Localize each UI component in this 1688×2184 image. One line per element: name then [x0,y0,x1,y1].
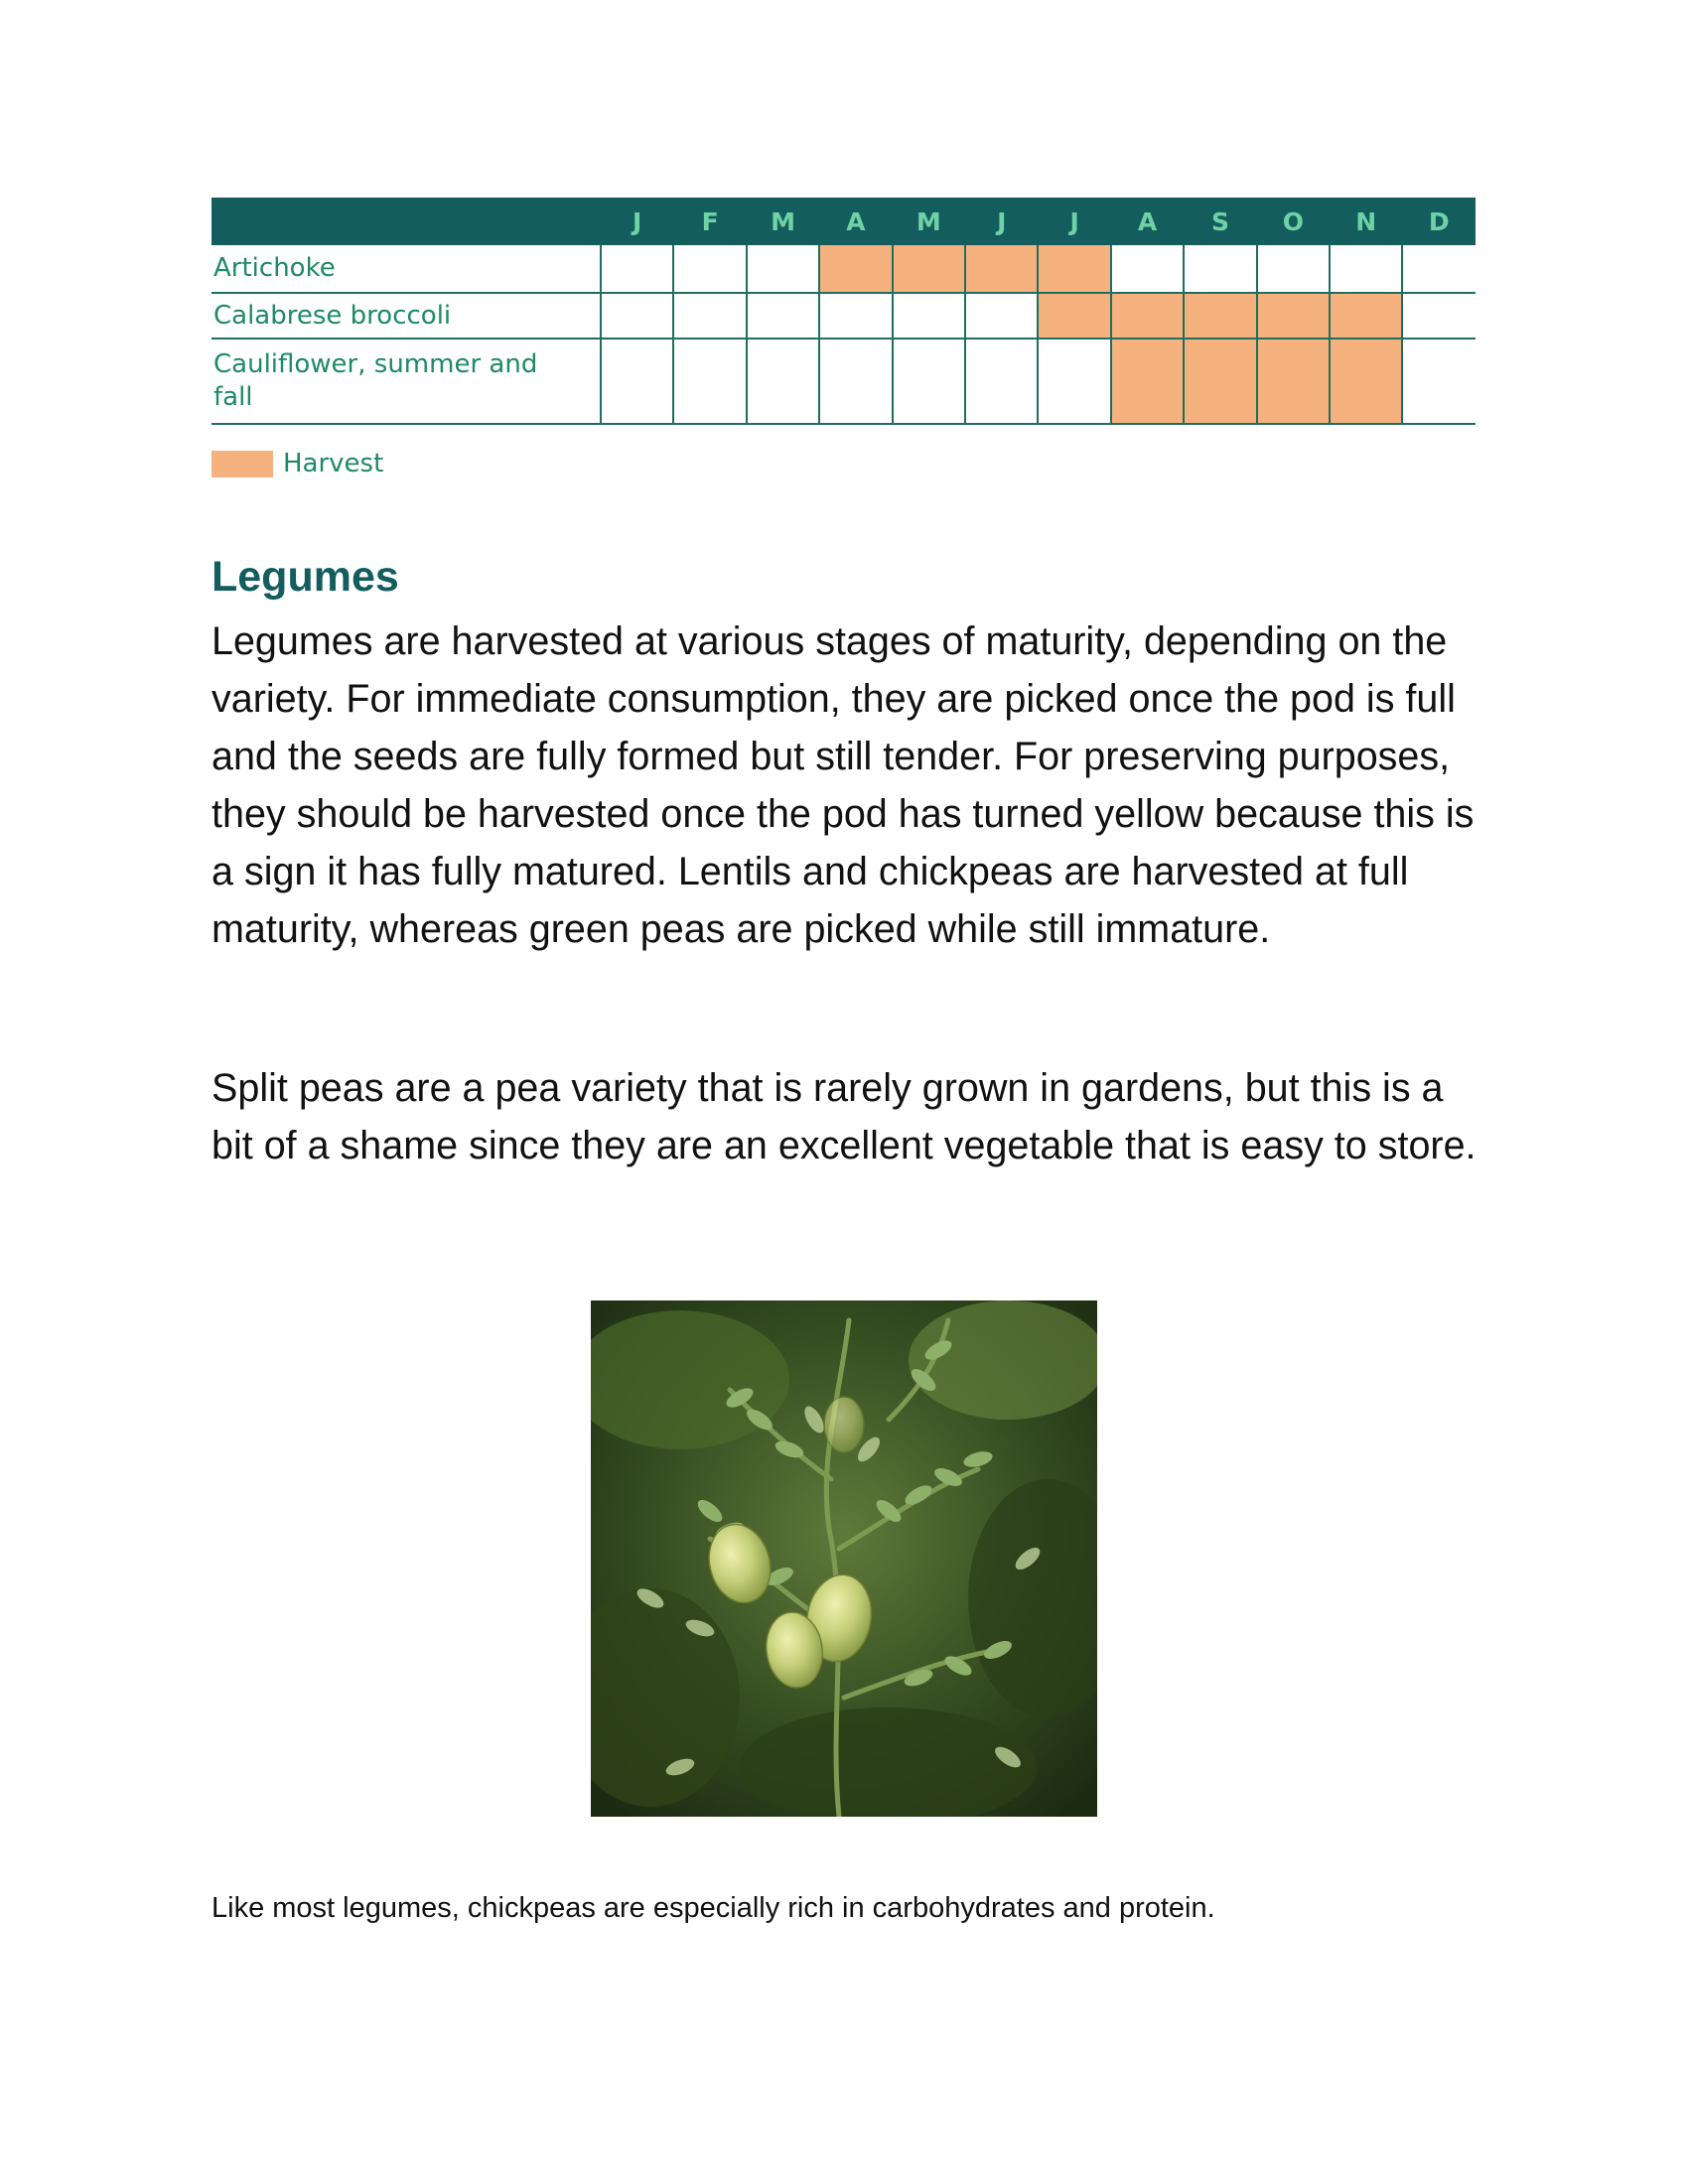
chickpea-plant-photo [591,1300,1097,1817]
month-cell [601,245,673,293]
month-cell [673,245,746,293]
month-cell-harvest [1330,339,1402,424]
month-cell [673,339,746,424]
month-cell [1402,339,1476,424]
month-cell-harvest [1038,245,1110,293]
month-cell [965,339,1038,424]
month-header: N [1355,206,1377,236]
month-cell [747,293,819,339]
calendar-legend [211,449,383,478]
month-cell [601,339,673,424]
month-header: F [701,206,719,236]
month-header: J [997,206,1007,236]
month-cell [965,293,1038,339]
month-header: J [1069,206,1079,236]
month-cell [893,293,965,339]
month-cell [1111,245,1184,293]
month-header: M [915,206,941,236]
month-cell-harvest [965,245,1038,293]
month-cell [1184,245,1256,293]
crop-name: Cauliflower, summer and fall [211,339,601,424]
month-header: A [1137,206,1158,236]
month-cell-harvest [1184,293,1256,339]
month-cell [673,293,746,339]
month-cell-harvest [1257,293,1330,339]
crop-name: Artichoke [211,245,601,293]
month-cell [819,293,892,339]
month-cell-harvest [1038,293,1110,339]
crop-row-calabrese-broccoli [211,293,1476,339]
month-cell [601,293,673,339]
month-cell [1402,245,1476,293]
month-cell [747,339,819,424]
month-cell-harvest [893,245,965,293]
month-cell-harvest [1184,339,1256,424]
month-cell [1330,245,1402,293]
month-cell-harvest [819,245,892,293]
month-cell [1257,245,1330,293]
month-header: D [1428,206,1450,236]
month-header: J [633,206,642,236]
harvest-legend-label: Harvest [283,449,384,478]
crop-name: Calabrese broccoli [211,293,601,339]
month-cell [1038,339,1110,424]
photo-caption: Like most legumes, chickpeas are especially rich in carbohydrates and protein. [211,1892,1215,1924]
section-heading: Legumes [211,553,399,601]
month-header: M [771,206,795,236]
month-header: A [846,206,866,236]
body-paragraph: Legumes are harvested at various stages of maturity, depending on the variety. For immediate consumption, they are picked once the pod is full and the seeds are fully formed but still tender. For preserving purposes, they should be harvested once the pod has turned yellow because this is a sign it has fully matured. Lentils and chickpeas are harvested at full maturity, whereas green peas are picked while still immature. [211,619,1475,951]
month-cell-harvest [1111,293,1184,339]
month-cell [819,339,892,424]
harvest-legend-swatch [211,451,273,478]
month-cell [893,339,965,424]
month-header: O [1282,206,1304,236]
month-header: S [1210,206,1229,236]
month-cell-harvest [1257,339,1330,424]
crop-row-cauliflower [211,339,1476,424]
calendar-header-corner [211,198,601,245]
body-paragraph: Split peas are a pea variety that is rarely grown in gardens, but this is a bit of a shame since they are an excellent vegetable that is easy to store. [211,1066,1477,1167]
month-cell [747,245,819,293]
harvest-calendar-table [211,198,1476,425]
month-cell [1402,293,1476,339]
crop-row-artichoke [211,245,1476,293]
month-cell-harvest [1330,293,1402,339]
month-cell-harvest [1111,339,1184,424]
calendar-header-row [211,198,1476,245]
